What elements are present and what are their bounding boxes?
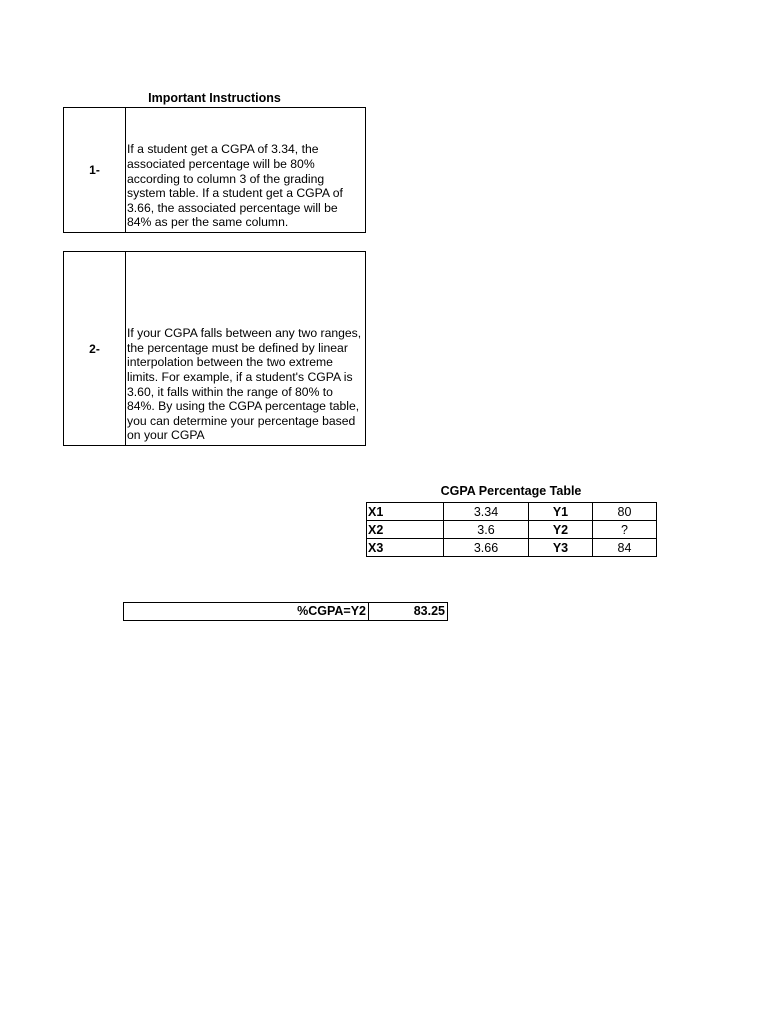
x-value-cell[interactable]: 3.34 [444,503,529,521]
x-label-cell[interactable]: X2 [367,521,444,539]
y-label-cell[interactable]: Y2 [529,521,593,539]
table-row [367,539,657,557]
table-row [367,503,657,521]
x-value-cell[interactable]: 3.66 [444,539,529,557]
instruction-text: If your CGPA falls between any two ranges, the percentage must be defined by linear interpolation between the two extreme limits. For example, if a student's CGPA is 3.60, it falls within the range of 80% to 84%. By using the CGPA percentage table, you can determine your percentage based on your CGPA [127,326,362,443]
x-label-cell[interactable]: X3 [367,539,444,557]
table-row [367,521,657,539]
x-label-cell[interactable]: X1 [367,503,444,521]
instruction-text: If a student get a CGPA of 3.34, the associated percentage will be 80% according to column 3 of the grading system table. If a student get a CGPA of 3.66, the associated percentage will be 84% as per the same column. [127,142,343,230]
result-label-cell[interactable]: %CGPA=Y2 [124,603,369,620]
instruction-box-1 [63,107,366,233]
result-row [123,602,448,621]
y-label-cell[interactable]: Y1 [529,503,593,521]
cgpa-percentage-table [366,502,657,557]
y-value-cell[interactable]: 80 [593,503,657,521]
y-value-cell[interactable]: ? [593,521,657,539]
result-value-cell[interactable]: 83.25 [413,604,445,618]
cgpa-table-title: CGPA Percentage Table [440,484,582,498]
instruction-box-2 [63,251,366,446]
instruction-number: 1- [64,108,126,232]
y-value-cell[interactable]: 84 [593,539,657,557]
y-label-cell[interactable]: Y3 [529,539,593,557]
x-value-cell[interactable]: 3.6 [444,521,529,539]
instruction-number: 2- [64,252,126,445]
instructions-title: Important Instructions [148,91,281,105]
